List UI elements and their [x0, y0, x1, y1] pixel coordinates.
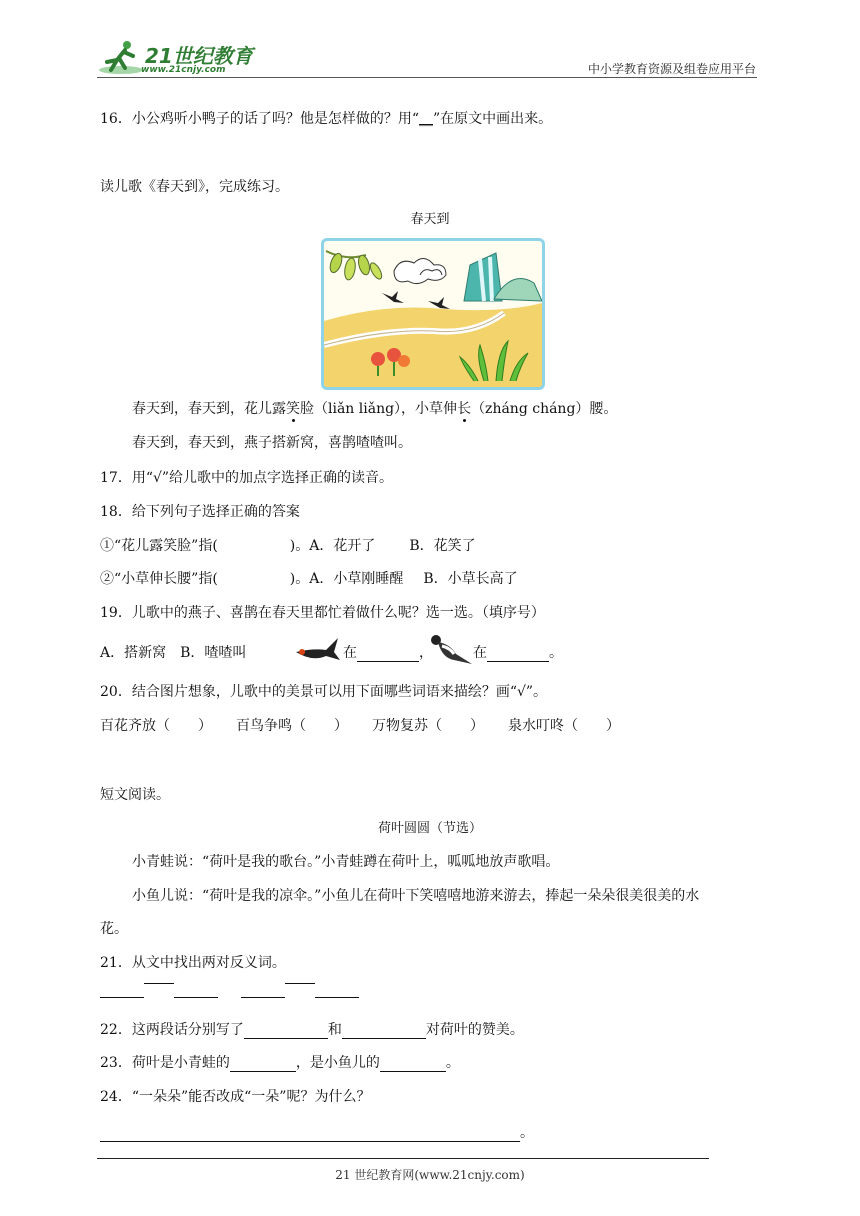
logo-text: 21世纪教育	[145, 44, 253, 68]
q19-answer-2: 在 。	[473, 645, 563, 661]
word-option-1: 百花齐放（ ）	[100, 718, 212, 734]
question-22: 22．这两段话分别写了 和 对荷叶的赞美。	[100, 1022, 524, 1038]
question-24: 24．“一朵朵”能否改成“一朵”呢？为什么？	[100, 1089, 371, 1105]
question-17: 17．用“√”给儿歌中的加点字选择正确的读音。	[100, 470, 394, 486]
spring-illustration	[321, 238, 545, 390]
passage-paragraph-2: 小鱼儿说：“荷叶是我的凉伞。”小鱼儿在荷叶下笑嘻嘻地游来游去，捧起一朵朵很美很美的水	[132, 888, 700, 904]
passage-paragraph-2-cont: 花。	[100, 921, 128, 937]
word-option-2: 百鸟争鸣（ ）	[236, 718, 348, 734]
header-platform-name: 中小学教育资源及组卷应用平台	[587, 62, 756, 76]
runner-logo-icon	[97, 38, 143, 76]
poem-intro: 读儿歌《春天到》，完成练习。	[100, 179, 289, 195]
footer-text: 21 世纪教育网(www.21cnjy.com)	[335, 1168, 525, 1182]
passage-intro: 短文阅读。	[100, 787, 170, 803]
word-option-3: 万物复苏（ ）	[372, 718, 484, 734]
word-option-4: 泉水叮咚（ ）	[508, 718, 620, 734]
magpie-icon	[428, 632, 474, 666]
q24-answer-line: 。	[100, 1122, 534, 1142]
poem-title: 春天到	[410, 212, 450, 227]
question-21: 21．从文中找出两对反义词。	[100, 955, 286, 971]
logo-url: www.21cnjy.com	[141, 65, 226, 75]
poem-line-2: 春天到，春天到，燕子搭新窝，喜鹊喳喳叫。	[132, 435, 412, 451]
q19-answer-1: 在 ，	[343, 645, 433, 661]
question-16: 16．小公鸡听小鸭子的话了吗？他是怎样做的？用“__”在原文中画出来。	[100, 111, 553, 127]
q21-answer-lines	[100, 982, 359, 998]
question-20: 20．结合图片想象，儿歌中的美景可以用下面哪些词语来描绘？画“√”。	[100, 684, 548, 700]
question-19-options: A．搭新窝 B．喳喳叫	[100, 645, 247, 661]
question-19: 19．儿歌中的燕子、喜鹊在春天里都忙着做什么呢？选一选。（填序号）	[100, 605, 545, 621]
header-divider	[97, 77, 757, 78]
question-18-1: ①“花儿露笑脸”指( )。A．花开了 B．花笑了	[100, 538, 476, 554]
swallow-icon	[294, 634, 342, 664]
question-23: 23．荷叶是小青蛙的 ，是小鱼儿的 。	[100, 1055, 460, 1071]
passage-title: 荷叶圆圆（节选）	[377, 821, 482, 836]
question-18-2: ②“小草伸长腰”指( )。A．小草刚睡醒 B．小草长高了	[100, 571, 518, 587]
poem-line-1: 春天到，春天到，花儿露笑脸（liǎn liǎng），小草伸长（zháng cháng）腰。	[132, 401, 618, 417]
question-18: 18．给下列句子选择正确的答案	[100, 504, 300, 520]
footer-divider	[97, 1158, 709, 1159]
passage-paragraph-1: 小青蛙说：“荷叶是我的歌台。”小青蛙蹲在荷叶上，呱呱地放声歌唱。	[132, 854, 560, 870]
question-20-words	[100, 715, 620, 735]
site-logo	[97, 38, 267, 78]
